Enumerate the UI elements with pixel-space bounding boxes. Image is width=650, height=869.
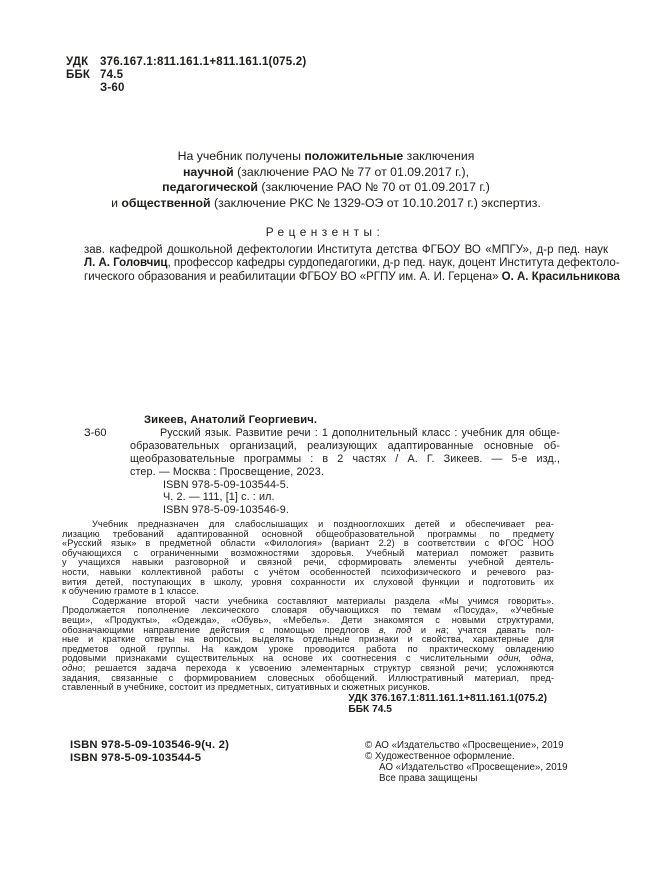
text-segment: ; решается задача перехода к усвоению элементарных структур связной речи; усложняются — [82, 662, 554, 673]
catalog-entry-line: образовательных организаций, реализующих адаптированные основные об- — [130, 439, 560, 452]
text-segment: На учебник получены — [177, 149, 305, 163]
catalog-entry-line: щеобразовательные программы : в 2 частях / А. Г. Зикеев. — 5-е изд., — [130, 452, 560, 465]
approval-line — [100, 149, 552, 165]
bbk-value: 74.5 — [100, 69, 124, 82]
text-segment: общественной — [121, 195, 211, 210]
text-segment: научной — [182, 164, 234, 179]
annotation-line: обучающихся с ограниченными возможностями здоровья. Учебный материал поможет развить — [62, 547, 554, 558]
annotation-line: «Русский язык» в предметной области «Филология» (вариант 2.2) в соответствии с ФГОС НОО — [62, 538, 554, 549]
reviewer-line — [84, 270, 620, 284]
text-segment: , профессор кафедры сурдопедагогики, д-р пед. наук, доцент Института дефектоло- — [167, 257, 620, 270]
annotation-line: вещи», «Продукты», «Одежда», «Обувь», «Мебель». Дети знакомятся с новыми структурами, — [62, 614, 554, 625]
annotation-line: задания, связанные с формированием словесных обобщений. Иллюстративный материал, пред- — [62, 672, 554, 683]
catalog-isbn-full: ISBN 978-5-09-103544-5. — [163, 478, 289, 491]
text-segment: и — [111, 195, 122, 210]
text-segment: ; учатся давать пол- — [445, 624, 554, 635]
isbn-line: ISBN 978-5-09-103544-5 — [70, 752, 202, 765]
text-segment: обозначающими направление действия с помощью предлогов — [62, 624, 379, 635]
catalog-entry-line: Русский язык. Развитие речи : 1 дополнительный класс : учебник для обще- — [160, 426, 560, 439]
annotation-line: лизацию требований адаптированной основной общеобразовательной программы по предмету — [62, 528, 554, 539]
annotation-line: ставленный в учебнике, состоит из предметных, ситуативных и сюжетных рисунков. — [62, 682, 430, 693]
reviewers-heading: Рецензенты: — [265, 225, 385, 239]
text-segment: в, под — [378, 624, 412, 635]
annotation-line: ности, навыки коллективной работы с учётом особенностей психофизического и речевого раз- — [62, 566, 554, 577]
text-segment: гического образования и реабилитации ФГБОУ ВО «РГПУ им. А. И. Герцена» — [84, 270, 502, 283]
reviewer-line: зав. кафедрой дошкольной дефектологии Института детства ФГБОУ ВО «МПГУ», д-р пед. наук — [84, 244, 608, 256]
udk-label: УДК — [66, 56, 89, 68]
catalog-author-code: З-60 — [84, 427, 107, 439]
text-segment: (заключение РКС № 1329-ОЭ от 10.10.2017 г.) экспертиз. — [210, 195, 541, 210]
udk-bbk-top-block — [66, 56, 306, 96]
udk-row — [66, 56, 306, 69]
udk-bbk-bottom-block — [348, 693, 547, 715]
bbk-label: ББК — [66, 69, 91, 82]
approvals-block — [100, 149, 552, 211]
catalog-author: Зикеев, Анатолий Георгиевич. — [144, 414, 318, 426]
text-segment: Л. А. Головчиц — [84, 257, 168, 270]
text-segment: и — [411, 624, 436, 635]
text-segment: (заключение РАО № 70 от 01.09.2017 г.) — [257, 180, 490, 195]
catalog-isbn-part: ISBN 978-5-09-103546-9. — [163, 504, 289, 517]
text-segment: родовыми признаками существительных на основе их соотнесения с числительными — [62, 653, 498, 664]
annotation-line: к обучению грамоте в 1 классе. — [62, 586, 199, 597]
bbk-row — [66, 69, 306, 82]
approval-line — [100, 165, 552, 181]
reviewer-line — [84, 257, 620, 270]
bbk-bottom-line: ББК 74.5 — [348, 704, 392, 716]
catalog-card — [130, 414, 560, 517]
copyright-block — [365, 740, 568, 784]
text-segment: положительные — [304, 149, 404, 163]
copyright-line: © АО «Издательство «Просвещение», 2019 — [365, 740, 564, 751]
text-segment: педагогической — [162, 180, 258, 195]
text-segment: О. А. Красильникова — [501, 270, 620, 283]
approval-line — [100, 180, 552, 196]
author-code-row — [66, 82, 306, 95]
text-segment: на — [435, 624, 446, 635]
text-segment: заключения — [403, 149, 475, 163]
annotation-block — [62, 520, 554, 693]
copyright-line: АО «Издательство «Просвещение», 2019 — [379, 762, 568, 773]
annotation-line: Продолжается пополнение лексического словаря обучающихся по темам «Посуда», «Учебные — [62, 605, 554, 616]
annotation-line: вития детей, поступающих в школу, уровня сохранности их слуховой функции и подготовить их — [62, 576, 554, 587]
reviewers-paragraph — [84, 244, 620, 284]
isbn-line: ISBN 978-5-09-103546-9(ч. 2) — [70, 739, 230, 751]
catalog-part-line: Ч. 2. — 111, [1] с. : ил. — [163, 491, 275, 504]
text-segment: (заключение РАО № 77 от 01.09.2017 г.), — [233, 164, 470, 179]
spacer — [66, 82, 100, 95]
isbn-block — [70, 739, 229, 765]
annotation-line: Содержание второй части учебника составляют материалы раздела «Мы учимся говорить». — [92, 595, 554, 606]
annotation-line: Учебник предназначен для слабослышащих и позднооглохших детей и обеспечивает реа- — [92, 519, 554, 529]
catalog-entry-line: стер. — Москва : Просвещение, 2023. — [130, 465, 324, 478]
udk-bottom-line: УДК 376.167.1:811.161.1+811.161.1(075.2) — [348, 693, 547, 704]
annotation-line: ные и краткие ответы на вопросы, выделять отдельные признаки и свойства, характерные для — [62, 634, 554, 645]
copyright-line: © Художественное оформление. — [365, 751, 515, 762]
author-code: З-60 — [100, 82, 125, 95]
approval-line — [100, 196, 552, 212]
annotation-line: у учащихся навыки разговорной и связной речи, сформировать элементы учебной деятель- — [62, 557, 554, 568]
copyright-line: Все права защищены — [379, 773, 478, 784]
text-segment: одно — [62, 662, 83, 673]
text-segment: один, одна, — [497, 653, 554, 664]
udk-value: 376.167.1:811.161.1+811.161.1(075.2) — [100, 56, 307, 68]
annotation-line: предметов одной группы. На каждом уроке проводится работа по практическому овладению — [62, 643, 554, 654]
